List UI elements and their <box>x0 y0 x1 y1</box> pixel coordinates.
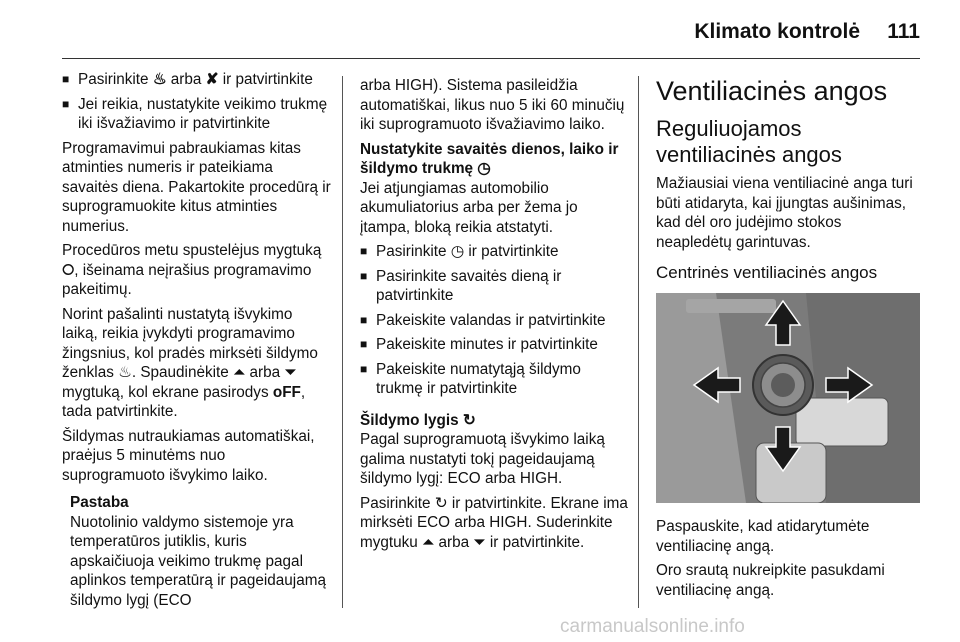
column-2 <box>360 76 628 557</box>
column-divider-2 <box>638 76 639 608</box>
page-header-title: Klimato kontrolė <box>694 20 860 43</box>
paragraph: Procedūros metu spustelėjus mygtuką ⭘, išeinama neįrašius programavimo pakeitimų. <box>62 242 322 298</box>
bullet-square-icon: ■ <box>360 312 368 327</box>
watermark: carmanualsonline.info <box>560 616 745 637</box>
minor-heading: Centrinės ventiliacinės angos <box>656 263 878 282</box>
paragraph: Jei atjungiamas automobilio akumuliatorius arba per žema jo įtampa, bloką reikia atstatyti. <box>360 179 578 236</box>
vent-diagram-svg <box>656 293 920 503</box>
column-3 <box>656 76 920 605</box>
paragraph: Oro srautą nukreipkite pasukdami ventiliacinę angą. <box>656 562 885 599</box>
paragraph: Paspauskite, kad atidarytumėte ventiliacinę angą. <box>656 518 870 555</box>
subheading: Nustatykite savaitės dienos, laiko ir šildymo trukmę ◷ <box>360 140 619 177</box>
column-divider-1 <box>342 76 343 608</box>
paragraph: Mažiausiai viena ventiliacinė anga turi būti atidaryta, kai įjungtas aušinimas, kad dėl oro judėjimo stokos neapledėtų garintuvas. <box>656 175 913 251</box>
bullet-item: ■ Pakeiskite minutes ir patvirtinkite <box>360 336 598 353</box>
subsection-heading: Reguliuojamos ventiliacinės angos <box>656 116 842 167</box>
paragraph: Pasirinkite ↻ ir patvirtinkite. Ekrane ima mirksėti ECO arba HIGH. Suderinkite mygtuku ⏶ arba ⏷ ir patvirtinkite. <box>360 494 628 551</box>
bullet-item: ■ Pakeiskite numatytąją šildymo trukmę ir patvirtinkite <box>360 360 581 397</box>
bullet-square-icon: ■ <box>360 268 368 283</box>
bullet-square-icon: ■ <box>360 337 368 351</box>
heater-icon: ♨ <box>152 71 167 88</box>
bullet-square-icon: ■ <box>360 244 368 258</box>
section-heading: Ventiliacinės angos <box>656 76 888 106</box>
bullet-item: ■ Pasirinkite ♨ arba ✘ ir patvirtinkite <box>62 71 313 88</box>
fan-icon: ✘ <box>205 71 219 88</box>
bullet-square-icon: ■ <box>62 96 70 111</box>
note-box <box>62 493 332 610</box>
note-title: Pastaba <box>70 494 129 511</box>
paragraph: arba HIGH). Sistema pasileidžia automatiškai, likus nuo 5 iki 60 minučių iki suprogramuoto išvažiavimo laiko. <box>360 77 625 133</box>
center-vent-illustration <box>656 293 920 503</box>
paragraph: Programavimui pabraukiamas kitas atminties numeris ir pateikiama savaitės diena. Pakartokite procedūrą ir suprogramuokite kitus atminties numerius. <box>62 139 331 235</box>
bullet-square-icon: ■ <box>360 361 368 376</box>
subheading: Šildymo lygis ↻ <box>360 411 476 429</box>
bullet-square-icon: ■ <box>62 72 70 86</box>
bullet-item: ■ Pasirinkite savaitės dieną ir patvirtinkite <box>360 267 562 304</box>
bullet-item: ■ Pakeiskite valandas ir patvirtinkite <box>360 311 606 329</box>
paragraph: Norint pašalinti nustatytą išvykimo laiką, reikia įvykdyti programavimo žingsnius, kol pradės mirksėti šildymo ženklas ♨. Spaudinėkite ⏶ arba ⏷ mygtuką, kol ekrane pasirodys oFF, tada patvirtinkite. <box>62 305 318 420</box>
bullet-item: ■ Pasirinkite ◷ ir patvirtinkite <box>360 243 559 260</box>
column-1 <box>62 70 332 610</box>
page-number: 111 <box>887 20 920 43</box>
paragraph: Pagal suprogramuotą išvykimo laiką galima nustatyti tokį pageidaujamą šildymo lygį: ECO arba HIGH. <box>360 431 605 487</box>
bullet-item: ■ Jei reikia, nustatykite veikimo trukmę iki išvažiavimo ir patvirtinkite <box>62 95 328 132</box>
note-text: Nuotolinio valdymo sistemoje yra temperatūros jutiklis, kuris apskaičiuoja veikimo trukmę pagal aplinkos temperatūrą ir pageidaujamą šildymo lygį (ECO <box>70 513 326 609</box>
paragraph: Šildymas nutraukiamas automatiškai, praėjus 5 minutėms nuo suprogramuoto išvykimo laiko. <box>62 427 315 484</box>
header-rule <box>62 58 920 59</box>
